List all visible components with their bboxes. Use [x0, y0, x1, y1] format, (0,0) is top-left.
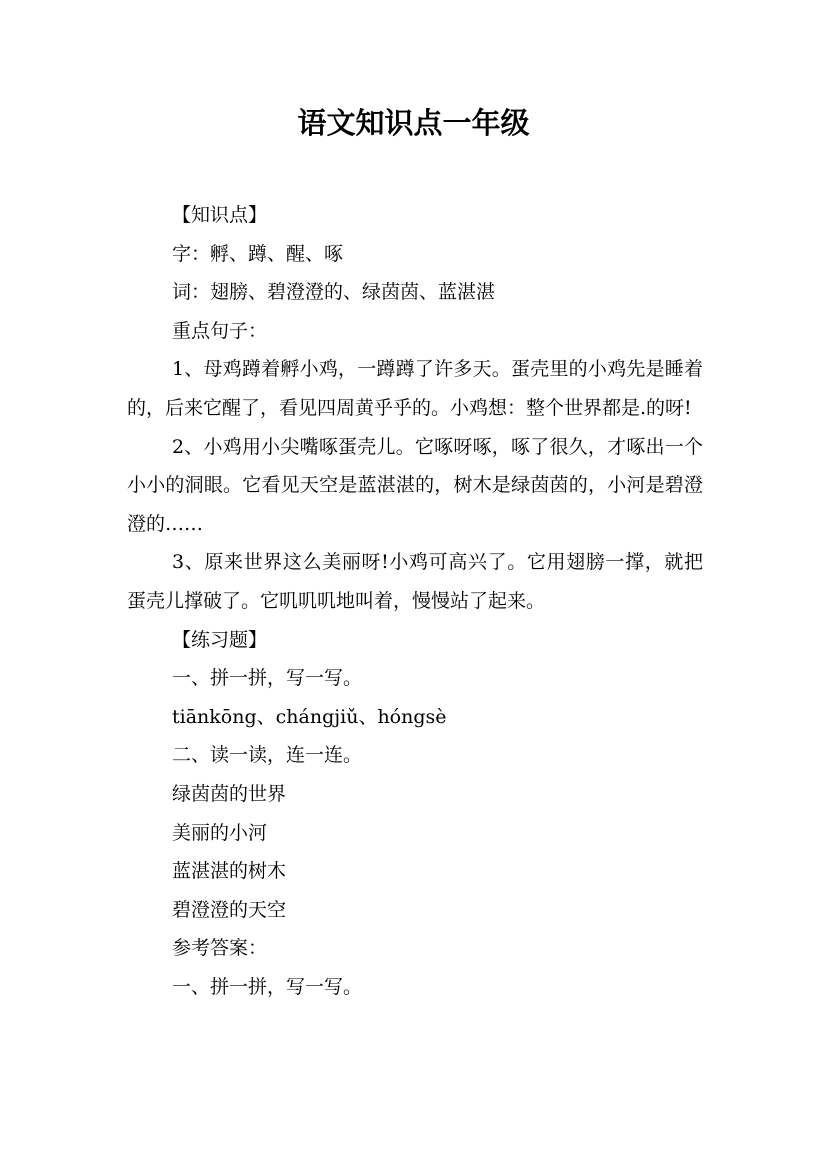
key-sentences-heading: 重点句子：	[172, 319, 268, 342]
sentence-2: 2、小鸡用小尖嘴啄蛋壳儿。它啄呀啄，啄了很久，才啄出一个小小的洞眼。它看见天空是蓝湛湛的，树木是绿茵茵的，小河是碧澄澄的……	[127, 435, 703, 535]
sentence-1: 1、母鸡蹲着孵小鸡，一蹲蹲了许多天。蛋壳里的小鸡先是睡着的，后来它醒了，看见四周黄乎乎的。小鸡想：整个世界都是.的呀!	[127, 358, 703, 419]
page-title: 语文知识点一年级	[297, 106, 530, 140]
answer-1: 一、拼一拼，写一写。	[172, 975, 363, 998]
exercise-1-prompt: 一、拼一拼，写一写。	[172, 667, 363, 690]
exercises-heading: 【练习题】	[172, 628, 268, 651]
knowledge-heading: 【知识点】	[172, 204, 268, 226]
sentence-3: 3、原来世界这么美丽呀!小鸡可高兴了。它用翅膀一撑，就把蛋壳儿撑破了。它叽叽叽地叫着，慢慢站了起来。	[127, 551, 703, 612]
match-item: 蓝湛湛的树木	[172, 860, 287, 883]
document-body	[127, 196, 703, 1006]
characters-line: 字：孵、蹲、醒、啄	[172, 242, 344, 265]
match-item: 绿茵茵的世界	[172, 782, 287, 805]
words-line: 词：翅膀、碧澄澄的、绿茵茵、蓝湛湛	[172, 281, 496, 304]
pinyin-line: tiānkōng、chángjiǔ、hóngsè	[172, 705, 447, 728]
answers-heading: 参考答案：	[172, 937, 268, 960]
exercise-2-prompt: 二、读一读，连一连。	[172, 744, 363, 767]
match-item: 碧澄澄的天空	[172, 898, 287, 921]
match-item: 美丽的小河	[172, 821, 268, 844]
